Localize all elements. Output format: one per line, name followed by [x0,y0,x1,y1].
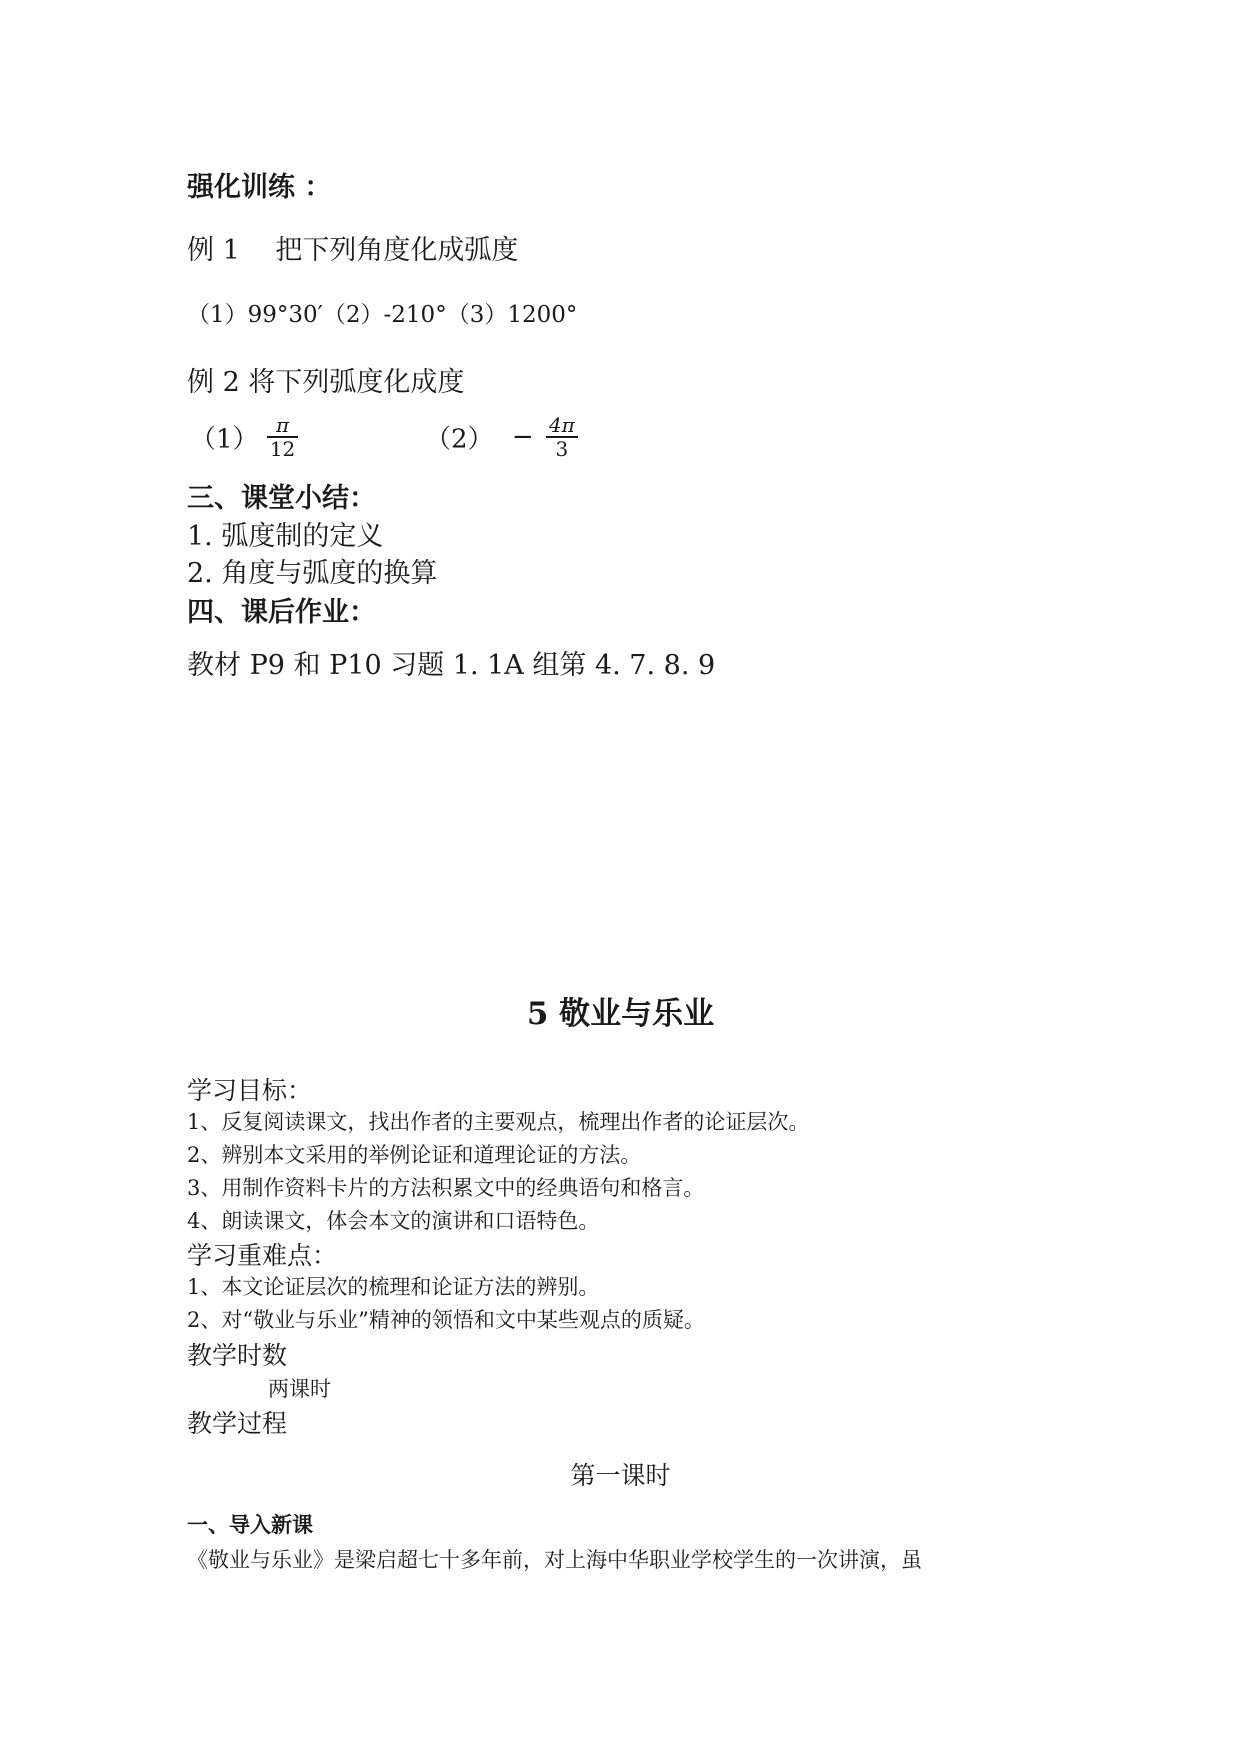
example2-title: 例 2 将下列弧度化成度 [187,367,465,398]
teaching-process-heading: 教学过程 [187,1409,288,1438]
objective-item-3: 3、用制作资料卡片的方法积累文中的经典语句和格言。 [187,1176,705,1200]
training-heading: 强化训练 ： [187,172,332,203]
summary-item-1: 1. 弧度制的定义 [187,521,384,552]
intro-heading: 一、导入新课 [187,1513,313,1537]
example1-title: 例 1 把下列角度化成弧度 [187,235,519,266]
objective-item-2: 2、辨别本文采用的举例论证和道理论证的方法。 [187,1143,642,1167]
objective-item-1: 1、反复阅读课文，找出作者的主要观点，梳理出作者的论证层次。 [187,1110,810,1134]
fraction-denominator: 3 [555,437,569,461]
example2-item2-label: （2） [425,424,494,455]
fraction-numerator: 4π [546,414,578,438]
teaching-hours-value: 两课时 [268,1377,331,1401]
difficulties-heading: 学习重难点： [187,1241,338,1270]
example2-item2 [425,414,578,460]
difficulty-item-1: 1、本文论证层次的梳理和论证方法的辨别。 [187,1275,600,1299]
example2-item2-fraction [546,414,578,460]
example1-items: （1）99°30′（2）-210°（3）1200° [187,302,578,328]
example2-item1-label: （1） [190,424,259,455]
fraction-numerator: π [267,414,298,438]
intro-text: 《敬业与乐业》是梁启超七十多年前，对上海中华职业学校学生的一次讲演，虽 [187,1548,922,1572]
fraction-denominator: 12 [269,437,296,461]
summary-item-2: 2. 角度与弧度的换算 [187,558,438,589]
homework-text: 教材 P9 和 P10 习题 1. 1A 组第 4. 7. 8. 9 [187,650,716,681]
difficulty-item-2: 2、对“敬业与乐业”精神的领悟和文中某些观点的质疑。 [187,1308,705,1332]
example2-item1-fraction [267,414,298,460]
lesson-period-title: 第一课时 [570,1461,671,1490]
homework-heading: 四、课后作业： [187,597,376,628]
objective-item-4: 4、朗读课文，体会本文的演讲和口语特色。 [187,1209,600,1233]
example2-item1 [190,414,298,460]
lesson-title: 5 敬业与乐业 [526,996,715,1032]
objectives-heading: 学习目标： [187,1076,313,1105]
minus-sign: − [511,422,534,452]
summary-heading: 三、课堂小结： [187,483,376,514]
teaching-hours-heading: 教学时数 [187,1341,288,1370]
